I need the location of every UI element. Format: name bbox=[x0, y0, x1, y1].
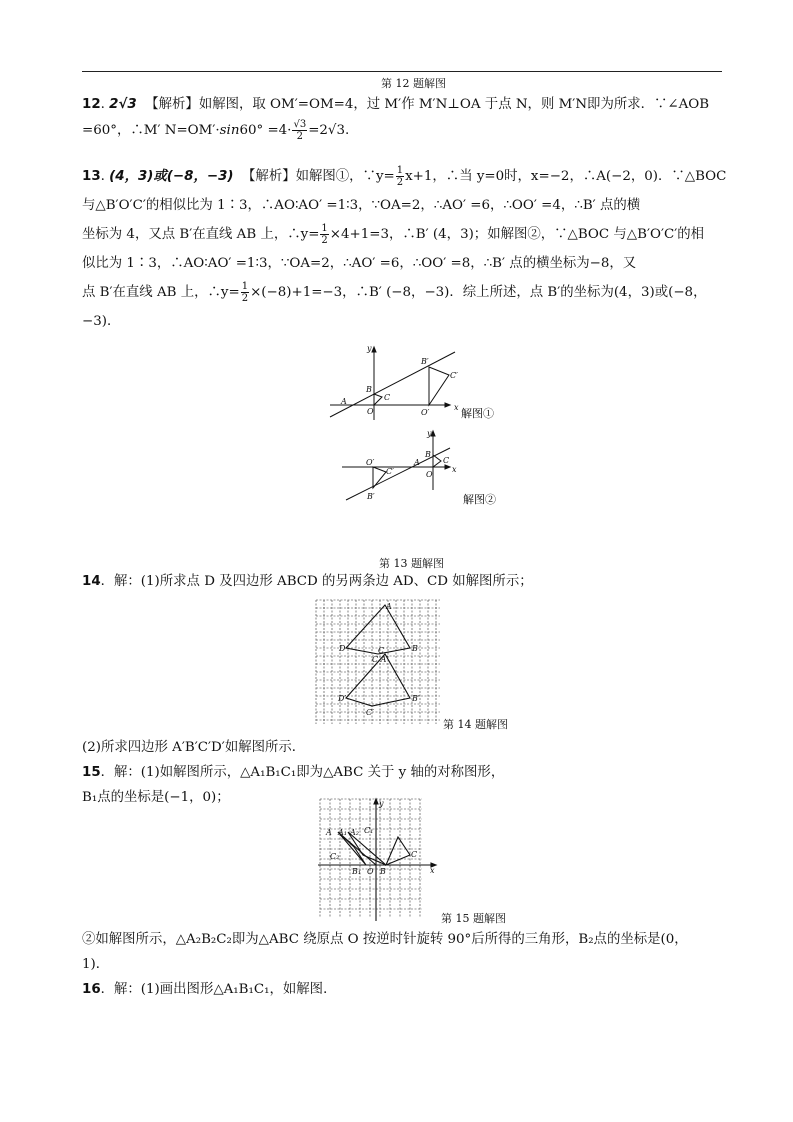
problem-12-line1: 如解图，取 OM′=OM=4，过 M′作 M′N⊥OA 于点 N，则 M′N即为所求．∵∠AOB bbox=[198, 97, 710, 112]
problem-14 bbox=[82, 569, 722, 595]
label-x: x bbox=[430, 866, 435, 875]
sin-text: sin bbox=[219, 123, 240, 138]
label-A: A bbox=[326, 828, 332, 837]
problem-13-tag: 【解析】 bbox=[242, 169, 296, 184]
label-CA1: C A′ bbox=[372, 655, 389, 664]
label-x: x bbox=[454, 403, 459, 412]
figure-13-2 bbox=[338, 428, 518, 508]
label-C1: C′ bbox=[366, 708, 374, 717]
figure-13-1 bbox=[325, 342, 515, 422]
problem-12-answer: 2√3 bbox=[109, 97, 137, 112]
problem-13-line1a: 如解图①，∵y= bbox=[295, 169, 395, 184]
problem-13-answer: (4，3)或(−8，−3) bbox=[109, 169, 234, 184]
caption-12: 第 12 题解图 bbox=[381, 77, 446, 90]
label-B: B bbox=[366, 385, 372, 394]
fraction-half: $\frac{1}{2}$ bbox=[321, 223, 328, 246]
label-D: D bbox=[339, 644, 346, 653]
label-A1: A₁ bbox=[338, 828, 347, 837]
problem-12-tag: 【解析】 bbox=[145, 97, 199, 112]
figure-13-2-label: 解图② bbox=[463, 493, 496, 506]
label-A: A bbox=[341, 397, 347, 406]
problem-13-line5b: ×(−8)+1=−3，∴B′ (−8，−3)．综上所述，点 B′的坐标为(4，3)或(−8， bbox=[250, 285, 707, 300]
label-B: B bbox=[412, 644, 418, 653]
triangle-boc bbox=[374, 394, 382, 405]
problem-13-line3b: ×4+1=3，∴B′ (4，3)；如解图②，∵△BOC 与△B′O′C′的相 bbox=[329, 227, 705, 242]
label-O1: O′ bbox=[366, 458, 375, 467]
y-axis-arrow bbox=[431, 431, 435, 436]
label-C: C bbox=[411, 850, 418, 859]
figure-14 bbox=[314, 598, 444, 728]
label-y: y bbox=[379, 799, 384, 808]
label-B: B bbox=[380, 867, 386, 876]
problem-13: 13. (4，3)或(−8，−3) 【解析】如解图①，∵y= $\frac{1}{2}$ x+1，∴当 y=0时，x=−2，∴A(−2，0)．∵△BOC 与△B′O′C′的相似比为 1∶3，∴AO∶AO′ =1∶3，∵OA=2，∴AO′ =6，∴OO′ =4，∴B′ 点的横 坐标为 4，又点 B′在直线 AB 上，∴y= $\frac{1}{2}$ ×4+1=3，∴B′ (4，3)；如解图②，∵△BOC 与△B′O′C′的相 似比为 1∶3，∴AO∶AO′ =1∶3，∵OA=2，∴AO′ =6，∴OO′ =8，∴B′ 点的横坐标为−8，又 点 B′在直线 AB 上，∴y= $\frac{1}{2}$ ×(−8)+1=−3，∴B′ (−8，−3)．综上所述，点 B′的坐标为(4，3)或(−8， −3)． bbox=[82, 162, 722, 336]
triangle-boc bbox=[433, 455, 441, 467]
figure-13-1-label: 解图① bbox=[461, 407, 494, 420]
label-O: O bbox=[367, 407, 374, 416]
y-axis-arrow bbox=[372, 347, 376, 352]
problem-12-line2a: =60°，∴M′ N=OM′· bbox=[82, 123, 220, 138]
problem-13-line5a: 点 B′在直线 AB 上，∴y= bbox=[82, 285, 240, 300]
label-C1: C₁ bbox=[364, 826, 374, 835]
top-rule bbox=[82, 71, 722, 72]
label-A: A bbox=[414, 458, 420, 467]
problem-15-line2: B₁点的坐标是(−1，0)； bbox=[82, 790, 230, 805]
problem-14-line1: ．解：(1)所求点 D 及四边形 ABCD 的另两条边 AD、CD 如解图所示； bbox=[100, 574, 533, 589]
label-x: x bbox=[452, 465, 457, 474]
problem-16-number: 16 bbox=[82, 982, 101, 997]
problem-13-line2: 与△B′O′C′的相似比为 1∶3，∴AO∶AO′ =1∶3，∵OA=2，∴AO′ =6，∴OO′ =4，∴B′ 点的横 bbox=[82, 198, 641, 213]
problem-14-line2: (2)所求四边形 A′B′C′D′如解图所示． bbox=[82, 740, 306, 755]
problem-13-line6: −3)． bbox=[82, 314, 121, 329]
fraction-half: $\frac{1}{2}$ bbox=[241, 281, 249, 304]
label-O: O bbox=[426, 470, 433, 479]
label-C: C bbox=[443, 456, 450, 465]
label-A: A bbox=[386, 602, 392, 611]
problem-13-line1b: x+1，∴当 y=0时，x=−2，∴A(−2，0)．∵△BOC bbox=[405, 169, 727, 184]
label-C: C bbox=[384, 393, 391, 402]
fraction-sqrt3-over-2: $\frac{√3}{2}$ bbox=[293, 119, 307, 142]
problem-12: 12. 2√3 【解析】如解图，取 OM′=OM=4，过 M′作 M′N⊥OA 于点 N，则 M′N即为所求．∵∠AOB =60°，∴M′ N=OM′·sin60° =4· $\frac{√3}{2}$ =2√3. bbox=[82, 97, 710, 142]
label-B1: B′ bbox=[421, 357, 429, 366]
label-D1: D′ bbox=[338, 694, 347, 703]
x-axis-arrow bbox=[445, 403, 450, 407]
fraction-half: $\frac{1}{2}$ bbox=[396, 165, 404, 188]
problem-15-line3: ②如解图所示，△A₂B₂C₂即为△ABC 绕原点 O 按逆时针旋转 90°后所得的三角形，B₂点的坐标是(0， bbox=[82, 932, 688, 947]
problem-16-line1: ．解：(1)画出图形△A₁B₁C₁，如解图． bbox=[100, 982, 337, 997]
problem-12-line2c: =2√3. bbox=[308, 123, 350, 138]
triangle-b1o1c1 bbox=[373, 467, 386, 488]
label-y: y bbox=[367, 344, 372, 353]
label-O: O bbox=[367, 867, 374, 876]
caption-13: 第 13 题解图 bbox=[379, 557, 444, 570]
problem-13-number: 13 bbox=[82, 169, 101, 184]
figure-15 bbox=[318, 797, 443, 922]
problem-12-number: 12 bbox=[82, 97, 101, 112]
label-O1: O′ bbox=[421, 408, 430, 417]
label-C1: C′ bbox=[450, 371, 458, 380]
label-B: B bbox=[425, 450, 431, 459]
problem-15-line1: ．解：(1)如解图所示，△A₁B₁C₁即为△ABC 关于 y 轴的对称图形， bbox=[100, 765, 505, 780]
label-B1: B₁ bbox=[352, 867, 362, 876]
label-A2: A₂ bbox=[350, 828, 359, 837]
label-y: y bbox=[427, 429, 432, 438]
label-B1: B′ bbox=[367, 492, 375, 501]
problem-13-line3a: 坐标为 4，又点 B′在直线 AB 上，∴y= bbox=[82, 227, 320, 242]
x-axis-arrow bbox=[445, 465, 450, 469]
label-C: C bbox=[378, 646, 385, 655]
problem-13-line4: 似比为 1∶3，∴AO∶AO′ =1∶3，∵OA=2，∴AO′ =6，∴OO′ =8，∴B′ 点的横坐标为−8，又 bbox=[82, 256, 637, 271]
problem-14-number: 14 bbox=[82, 574, 101, 589]
caption-15: 第 15 题解图 bbox=[441, 912, 506, 925]
caption-14: 第 14 题解图 bbox=[443, 718, 508, 731]
problem-15-number: 15 bbox=[82, 765, 101, 780]
line-ab bbox=[330, 352, 455, 417]
triangle-b1o1c1 bbox=[429, 367, 449, 405]
label-B1: B′ bbox=[412, 694, 420, 703]
problem-15-part2 bbox=[82, 927, 722, 1002]
label-C1: C′ bbox=[386, 467, 394, 476]
triangle-abc bbox=[386, 837, 410, 865]
label-C2: C₂ bbox=[330, 852, 340, 861]
problem-12-line2b: 60° =4· bbox=[239, 123, 292, 138]
y-axis-arrow bbox=[374, 799, 378, 804]
problem-15-line4: 1)． bbox=[82, 957, 110, 972]
